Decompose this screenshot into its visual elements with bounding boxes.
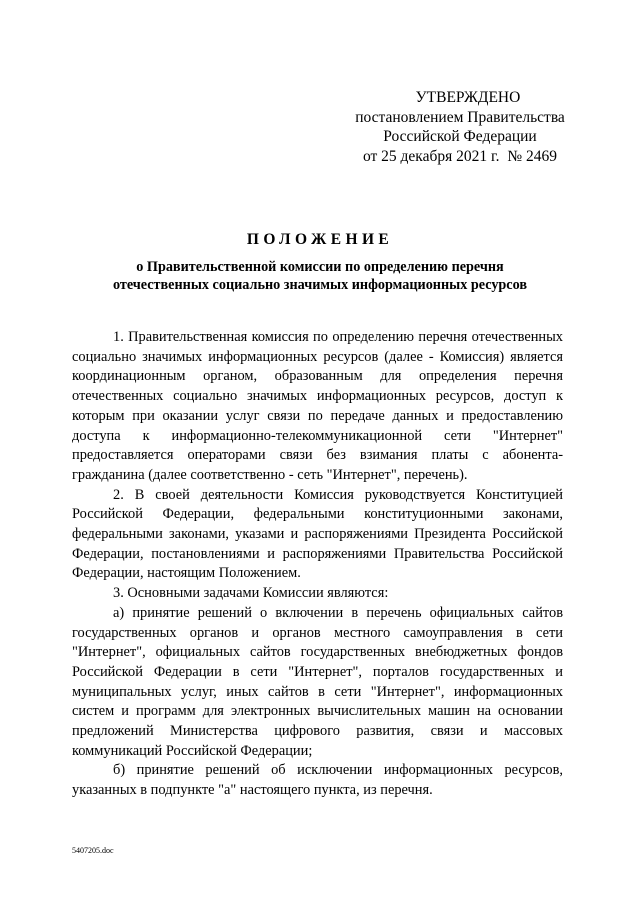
subtitle-line-1: о Правительственной комиссии по определению перечня xyxy=(136,259,504,275)
approval-date-line xyxy=(350,147,570,167)
approval-line-government: Российской Федерации xyxy=(383,128,537,145)
approval-number: № 2469 xyxy=(507,147,558,165)
paragraph-3a: а) принятие решений о включении в перечень официальных сайтов государственных органов и органов местного самоуправления в сети "Интернет", официальных сайтов государственных внебюджетных фондов Российской Федерации в сети "Интернет", порталов государственных и муниципальных услуг, иных сайтов в сети "Интернет", информационных систем и программ для электронных вычислительных машин на основании предложений Министерства цифрового развития, связи и массовых коммуникаций Российской Федерации; xyxy=(72,604,563,759)
document-title: ПОЛОЖЕНИЕ xyxy=(246,231,394,248)
paragraph-3b: б) принятие решений об исключении информационных ресурсов, указанных в подпункте "а" настоящего пункта, из перечня. xyxy=(72,762,563,799)
document-heading xyxy=(60,230,580,294)
approval-line-resolution: постановлением Правительства xyxy=(355,108,565,126)
document-body xyxy=(72,328,563,801)
document-subtitle xyxy=(60,258,580,294)
paragraph-1: 1. Правительственная комиссия по определению перечня отечественных социально значимых информационных ресурсов (далее - Комиссия) является координационным органом, образованным для определения перечня отечественных социально значимых информационных ресурсов, доступ к которым при оказании услуг связи по передаче данных и предоставлению доступа к информационно-телекоммуникационной сети "Интернет" предоставляется операторами связи без взимания платы с абонента-гражданина (далее соответственно - сеть "Интернет", перечень). xyxy=(72,329,563,483)
approval-stamp xyxy=(350,88,570,166)
approved-label: УТВЕРЖДЕНО xyxy=(415,89,521,106)
paragraph-3: 3. Основными задачами Комиссии являются: xyxy=(113,585,389,602)
approval-date: от 25 декабря 2021 г. xyxy=(362,147,500,165)
paragraph-2: 2. В своей деятельности Комиссия руководствуется Конституцией Российской Федерации, федеральными конституционными законами, федеральными законами, указами и распоряжениями Президента Российской Федерации, постановлениями и распоряжениями Правительства Российской Федерации, настоящим Положением. xyxy=(72,486,563,582)
subtitle-line-2: отечественных социально значимых информационных ресурсов xyxy=(112,277,528,294)
file-code: 5407205.doc xyxy=(72,846,114,855)
